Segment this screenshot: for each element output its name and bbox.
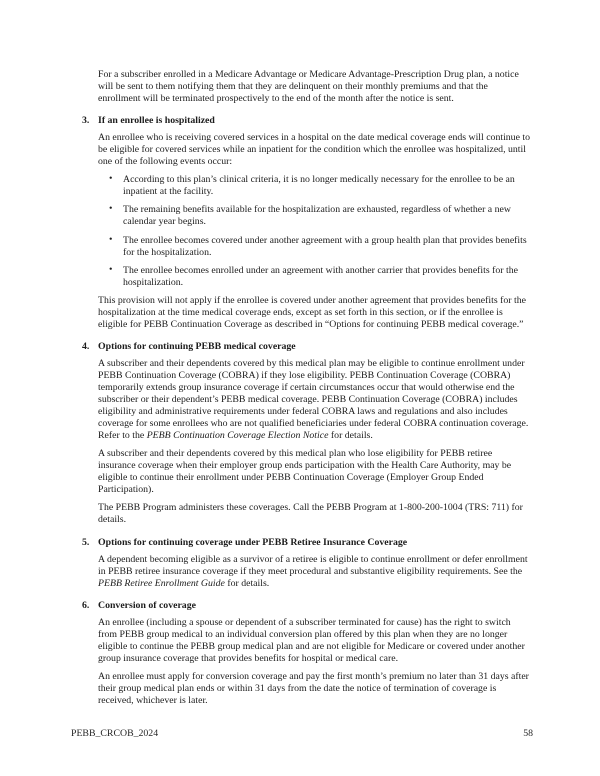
paragraph-text: A subscriber and their dependents covered by this medical plan may be eligible to continue enrollment under PEBB Continuation Coverage (COBRA) if they lose eligibility. PEBB Continuation Coverage (COBRA) temporarily extends group insurance coverage if certain circumstances occur that would otherwise end the subscriber or their dependent’s PEBB medical coverage. PEBB Continuation Coverage (COBRA) includes eligibility and administrative requirements under federal COBRA laws and regulations and also includes coverage for some enrollees who are not qualified beneficiaries under federal COBRA continuation coverage. Refer to the — [98, 357, 534, 442]
bullet-icon: • — [109, 233, 113, 245]
bullet-icon: • — [109, 173, 113, 185]
paragraph-text: for details. — [224, 577, 270, 589]
section-4-paragraph-2: A subscriber and their dependents covered by this medical plan who lose eligibility for PEBB retiree insurance coverage when their employer group ends participation with the Health Care Authority, may be eligible to continue their enrollment under PEBB Continuation Coverage (Employer Group Ended Participation). — [98, 448, 514, 496]
section-5-heading: Options for continuing coverage under PEBB Retiree Insurance Coverage — [98, 536, 408, 548]
bullet-icon: • — [109, 203, 113, 215]
bullet-icon: • — [109, 263, 113, 275]
section-5 — [82, 536, 531, 590]
footer-doc-id: PEBB_CRCOB_2024 — [71, 728, 159, 739]
section-4-heading-row — [82, 340, 531, 353]
bullet-list — [98, 174, 531, 288]
section-4-number: 4. — [82, 340, 90, 352]
section-6-paragraph-1: An enrollee (including a spouse or dependent of a subscriber terminated for cause) has the right to switch from PEBB group medical to an individual conversion plan offered by this plan when they are no longer eligible to continue the PEBB group medical plan and are not eligible for Medicare or covered under another group insurance coverage that provides benefits for hospital or medical care. — [98, 616, 528, 664]
section-3-intro-paragraph: An enrollee who is receiving covered services in a hospital on the date medical coverage ends will continue to be eligible for covered services while an inpatient for the condition which the enrollee was hospitalized, until one of the following events occur: — [98, 132, 533, 168]
section-3-heading-row — [82, 115, 531, 127]
list-item-text: According to this plan’s clinical criteria, it is no longer medically necessary for the enrollee to be an inpatient at the facility. — [123, 174, 518, 198]
section-4-paragraph-1 — [98, 357, 534, 442]
list-item — [98, 174, 531, 198]
section-3 — [82, 115, 533, 331]
section-4 — [82, 340, 534, 527]
list-item-text: The remaining benefits available for the hospitalization are exhausted, regardless of whether a new calendar year begins. — [123, 204, 514, 228]
section-5-paragraph — [98, 554, 531, 590]
list-item-text: The enrollee becomes enrolled under an agreement with another carrier that provides benefits for the hospitalization. — [123, 264, 521, 288]
list-item-text: The enrollee becomes covered under another agreement with a group health plan that provides benefits for the hospitalization. — [123, 234, 530, 258]
section-4-paragraph-3: The PEBB Program administers these coverages. Call the PEBB Program at 1-800-200-1004 (TRS: 711) for details. — [98, 502, 526, 526]
section-3-number: 3. — [82, 115, 90, 127]
section-3-closing-paragraph: This provision will not apply if the enrollee is covered under another agreement that provides benefits for the hospitalization at the time medical coverage ends, except as set forth in this section, or if the enrollee is eligible for PEBB Continuation Coverage as described in “Options for continuing PEBB medical coverage.” — [98, 294, 529, 330]
section-6-heading: Conversion of coverage — [98, 599, 196, 611]
page-content — [82, 69, 534, 713]
footer-page-number: 58 — [523, 728, 533, 739]
section-3-heading: If an enrollee is hospitalized — [98, 115, 215, 127]
referenced-document-title: PEBB Continuation Coverage Election Notice — [146, 430, 329, 442]
section-5-heading-row — [82, 536, 531, 549]
paragraph-text: A dependent becoming eligible as a survivor of a retiree is eligible to continue enrollment or defer enrollment in PEBB retiree insurance coverage if they meet procedural and substantive eligibility requirements. See the — [98, 553, 531, 577]
section-6 — [82, 599, 532, 707]
list-item — [98, 265, 531, 289]
section-5-number: 5. — [82, 536, 90, 548]
list-item — [98, 204, 531, 228]
section-6-number: 6. — [82, 599, 90, 611]
section-4-heading: Options for continuing PEBB medical coverage — [98, 340, 296, 352]
intro-paragraph: For a subscriber enrolled in a Medicare Advantage or Medicare Advantage-Prescription Drug plan, a notice will be sent to them notifying them that they are delinquent on their monthly premiums and that the enrollment will be terminated prospectively to the end of the month after the notice is sent. — [98, 69, 522, 105]
list-item — [98, 235, 531, 259]
section-6-heading-row — [82, 599, 531, 612]
referenced-document-title: PEBB Retiree Enrollment Guide — [98, 577, 225, 589]
section-6-paragraph-2: An enrollee must apply for conversion coverage and pay the first month’s premium no later than 31 days after their group medical plan ends or within 31 days from the date the notice of termination of coverage is received, whichever is later. — [98, 670, 532, 707]
paragraph-text: for details. — [328, 430, 373, 442]
